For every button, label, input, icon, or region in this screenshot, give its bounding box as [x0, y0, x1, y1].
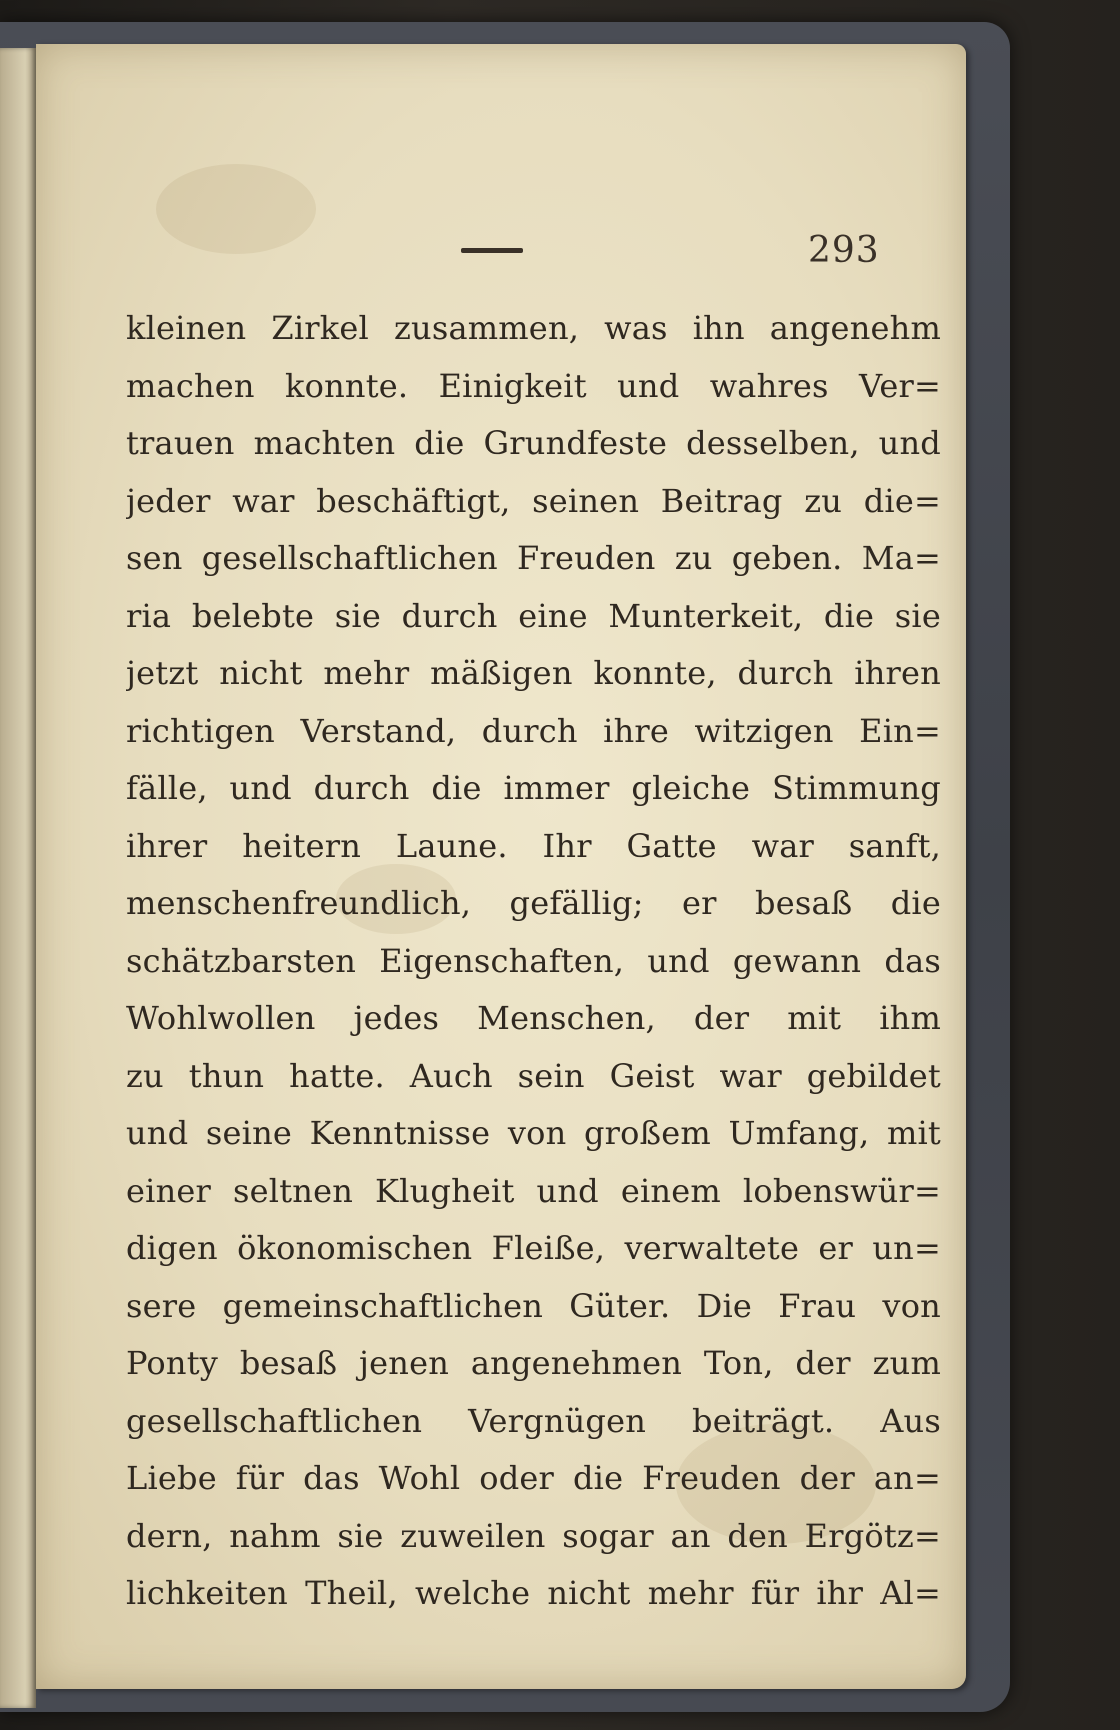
text-line: jetzt nicht mehr mäßigen konnte, durch ihren — [126, 654, 941, 692]
text-line: fälle, und durch die immer gleiche Stimmung — [126, 769, 941, 807]
text-line: zu thun hatte. Auch sein Geist war gebildet — [126, 1056, 941, 1095]
text-line: lichkeiten Theil, welche nicht mehr für ihr Al= — [126, 1574, 941, 1612]
text-line: Wohlwollen jedes Menschen, der mit ihm — [126, 999, 941, 1037]
book-page — [36, 44, 966, 1689]
text-line: machen konnte. Einigkeit und wahres Ver= — [126, 366, 941, 405]
text-line: dern, nahm sie zuweilen sogar an den Ergötz= — [126, 1516, 941, 1555]
page-header — [36, 232, 966, 272]
text-line: schätzbarsten Eigenschaften, und gewann das — [126, 941, 941, 980]
text-line: Liebe für das Wohl oder die Freuden der an= — [126, 1459, 941, 1497]
header-rule — [461, 248, 523, 253]
text-line: Ponty besaß jenen angenehmen Ton, der zum — [126, 1344, 941, 1382]
text-line: gesellschaftlichen Vergnügen beiträgt. Aus — [126, 1401, 941, 1440]
text-line: menschenfreundlich, gefällig; er besaß die — [126, 884, 941, 922]
text-line: jeder war beschäftigt, seinen Beitrag zu die= — [126, 481, 941, 520]
page-number: 293 — [808, 230, 880, 271]
text-line: kleinen Zirkel zusammen, was ihn angenehm — [126, 309, 941, 347]
text-line: richtigen Verstand, durch ihre witzigen Ein= — [126, 711, 941, 750]
text-line: sere gemeinschaftlichen Güter. Die Frau von — [126, 1286, 941, 1325]
text-line: und seine Kenntnisse von großem Umfang, mit — [126, 1114, 941, 1152]
previous-page-edge — [0, 48, 36, 1708]
text-line: digen ökonomischen Fleiße, verwaltete er un= — [126, 1229, 941, 1267]
text-line: trauen machten die Grundfeste desselben, und — [126, 424, 941, 462]
text-line: ria belebte sie durch eine Munterkeit, die sie — [126, 596, 941, 635]
text-line: sen gesellschaftlichen Freuden zu geben. Ma= — [126, 539, 941, 577]
text-line: einer seltnen Klugheit und einem lobenswür= — [126, 1171, 941, 1210]
body-text — [126, 300, 941, 1623]
text-line: ihrer heitern Laune. Ihr Gatte war sanft, — [126, 826, 941, 865]
